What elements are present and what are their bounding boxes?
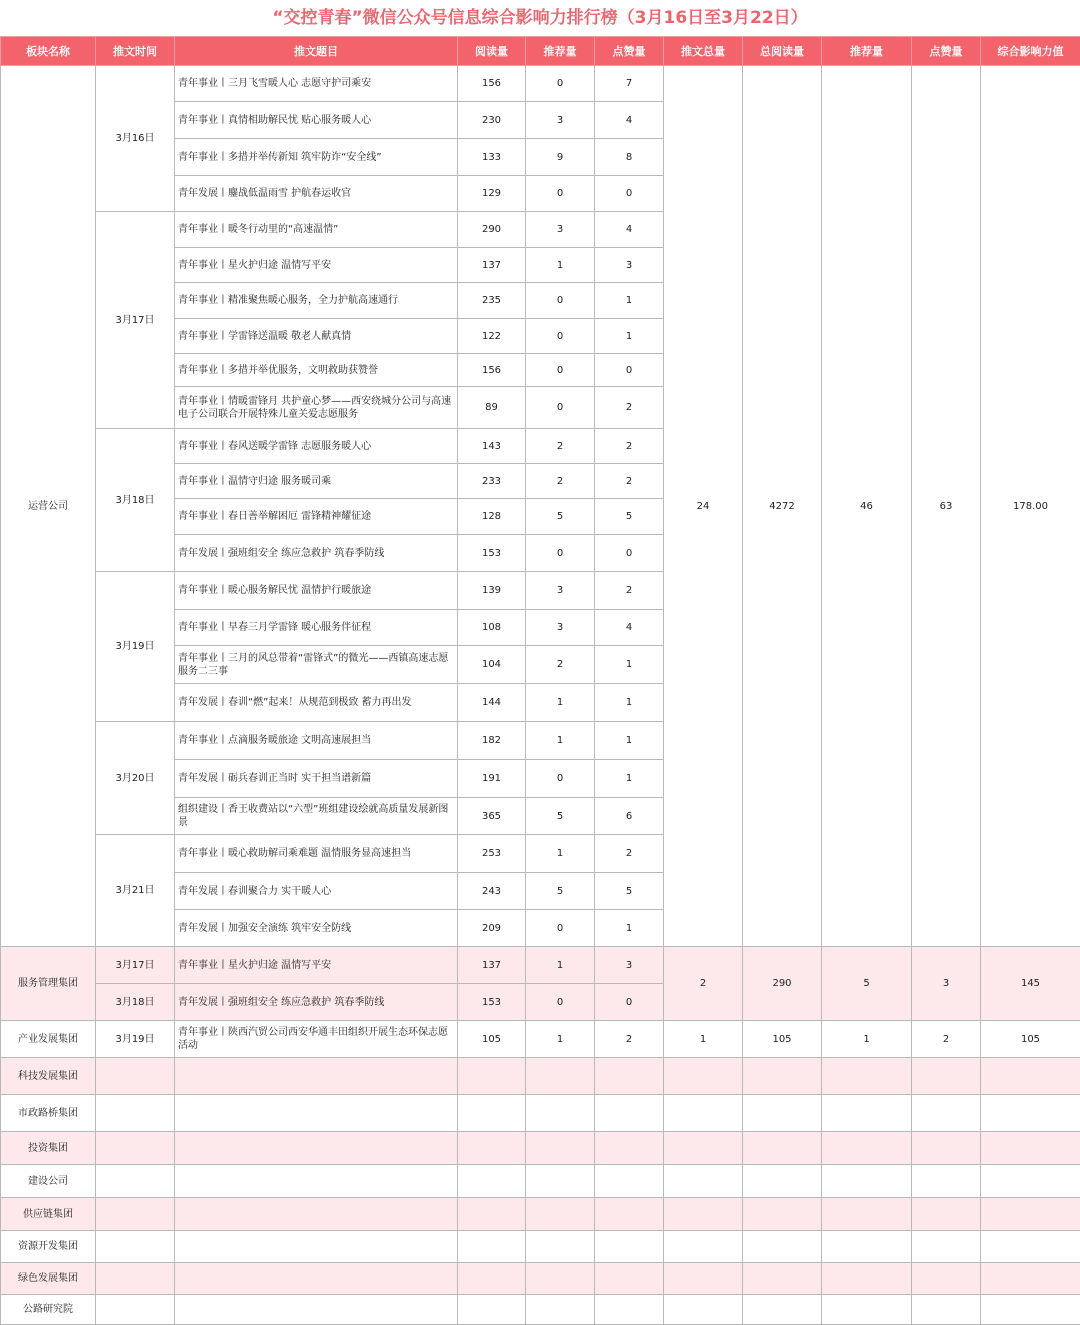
post-title: 青年事业丨学雷锋送温暖 敬老人献真情 xyxy=(175,319,458,354)
recommend-count: 1 xyxy=(526,722,595,760)
post-title: 青年事业丨暖心服务解民忧 温情护行暖旅途 xyxy=(175,572,458,610)
empty-cell xyxy=(458,1295,526,1325)
like-count: 6 xyxy=(595,798,664,835)
post-date xyxy=(96,1132,175,1165)
post-title: 青年事业丨暖冬行动里的“高速温情” xyxy=(175,212,458,248)
read-count: 233 xyxy=(458,464,526,499)
read-count: 108 xyxy=(458,610,526,646)
recommend-count: 3 xyxy=(526,572,595,610)
empty-cell xyxy=(664,1132,743,1165)
empty-cell xyxy=(175,1165,458,1198)
empty-cell xyxy=(743,1058,822,1095)
empty-cell xyxy=(595,1231,664,1263)
empty-cell xyxy=(664,1263,743,1295)
read-count: 191 xyxy=(458,760,526,798)
post-title: 组织建设丨香王收费站以“六型”班组建设绘就高质量发展新图景 xyxy=(175,798,458,835)
post-title: 青年事业丨精准聚焦暖心服务，全力护航高速通行 xyxy=(175,283,458,319)
table-row xyxy=(1,1058,1080,1095)
recommend-count: 1 xyxy=(526,248,595,283)
post-date xyxy=(96,1231,175,1263)
empty-cell xyxy=(981,1165,1080,1198)
page-title: “交控青春”微信公众号信息综合影响力排行榜（3月16日至3月22日） xyxy=(0,0,1080,36)
post-date: 3月18日 xyxy=(96,984,175,1021)
recommend-count: 5 xyxy=(526,499,595,535)
post-title: 青年事业丨温情守归途 服务暖司乘 xyxy=(175,464,458,499)
read-count: 89 xyxy=(458,387,526,429)
total-likes: 2 xyxy=(912,1021,981,1058)
recommend-count: 0 xyxy=(526,535,595,572)
section-name: 公路研究院 xyxy=(1,1295,96,1325)
empty-cell xyxy=(595,1058,664,1095)
post-date: 3月17日 xyxy=(96,212,175,429)
empty-cell xyxy=(526,1132,595,1165)
post-title: 青年事业丨三月飞雪暖人心 志愿守护司乘安 xyxy=(175,66,458,102)
empty-cell xyxy=(458,1231,526,1263)
total-recommends: 46 xyxy=(822,66,912,947)
empty-cell xyxy=(822,1165,912,1198)
empty-cell xyxy=(822,1263,912,1295)
recommend-count: 3 xyxy=(526,212,595,248)
column-header: 阅读量 xyxy=(458,37,526,66)
total-recommends: 1 xyxy=(822,1021,912,1058)
like-count: 0 xyxy=(595,354,664,387)
empty-cell xyxy=(175,1095,458,1132)
total-posts: 1 xyxy=(664,1021,743,1058)
influence-value: 145 xyxy=(981,947,1080,1021)
post-title: 青年事业丨真情相助解民忧 贴心服务暖人心 xyxy=(175,102,458,139)
recommend-count: 0 xyxy=(526,387,595,429)
empty-cell xyxy=(822,1132,912,1165)
like-count: 5 xyxy=(595,873,664,910)
post-date: 3月16日 xyxy=(96,66,175,212)
like-count: 2 xyxy=(595,572,664,610)
post-title: 青年发展丨春训聚合力 实干暖人心 xyxy=(175,873,458,910)
recommend-count: 3 xyxy=(526,102,595,139)
influence-value: 105 xyxy=(981,1021,1080,1058)
like-count: 3 xyxy=(595,248,664,283)
recommend-count: 1 xyxy=(526,684,595,722)
table-row xyxy=(1,1263,1080,1295)
empty-cell xyxy=(526,1058,595,1095)
read-count: 104 xyxy=(458,646,526,684)
recommend-count: 0 xyxy=(526,910,595,947)
like-count: 4 xyxy=(595,610,664,646)
empty-cell xyxy=(912,1165,981,1198)
column-header: 点赞量 xyxy=(912,37,981,66)
post-date xyxy=(96,1058,175,1095)
table-row xyxy=(1,66,1080,102)
read-count: 137 xyxy=(458,947,526,984)
section-name: 资源开发集团 xyxy=(1,1231,96,1263)
empty-cell xyxy=(822,1295,912,1325)
total-reads: 290 xyxy=(743,947,822,1021)
empty-cell xyxy=(595,1132,664,1165)
empty-cell xyxy=(664,1231,743,1263)
empty-cell xyxy=(458,1095,526,1132)
empty-cell xyxy=(743,1095,822,1132)
like-count: 2 xyxy=(595,387,664,429)
section-name: 绿色发展集团 xyxy=(1,1263,96,1295)
post-title: 青年发展丨强班组安全 练应急救护 筑春季防线 xyxy=(175,535,458,572)
column-header: 板块名称 xyxy=(1,37,96,66)
empty-cell xyxy=(912,1132,981,1165)
read-count: 153 xyxy=(458,984,526,1021)
section-name: 产业发展集团 xyxy=(1,1021,96,1058)
column-header: 点赞量 xyxy=(595,37,664,66)
read-count: 137 xyxy=(458,248,526,283)
like-count: 0 xyxy=(595,535,664,572)
like-count: 4 xyxy=(595,102,664,139)
empty-cell xyxy=(526,1263,595,1295)
table-row xyxy=(1,947,1080,984)
like-count: 2 xyxy=(595,835,664,873)
post-title: 青年发展丨春训“燃”起来！从规范到极致 蓄力再出发 xyxy=(175,684,458,722)
ranking-table xyxy=(0,36,1080,1325)
post-date: 3月17日 xyxy=(96,947,175,984)
recommend-count: 0 xyxy=(526,66,595,102)
total-recommends: 5 xyxy=(822,947,912,1021)
empty-cell xyxy=(912,1095,981,1132)
read-count: 133 xyxy=(458,139,526,176)
empty-cell xyxy=(743,1263,822,1295)
empty-cell xyxy=(912,1295,981,1325)
column-header: 推文总量 xyxy=(664,37,743,66)
recommend-count: 1 xyxy=(526,835,595,873)
post-title: 青年事业丨三月的风总带着“雷锋式”的微光——西镇高速志愿服务二三事 xyxy=(175,646,458,684)
post-title: 青年事业丨春日善举解困厄 雷锋精神耀征途 xyxy=(175,499,458,535)
total-posts: 24 xyxy=(664,66,743,947)
empty-cell xyxy=(458,1165,526,1198)
like-count: 1 xyxy=(595,646,664,684)
recommend-count: 9 xyxy=(526,139,595,176)
empty-cell xyxy=(912,1263,981,1295)
total-reads: 105 xyxy=(743,1021,822,1058)
table-row xyxy=(1,1295,1080,1325)
like-count: 1 xyxy=(595,319,664,354)
post-date: 3月18日 xyxy=(96,429,175,572)
post-title: 青年事业丨多措并举传新知 筑牢防诈“安全线” xyxy=(175,139,458,176)
table-row xyxy=(1,1165,1080,1198)
influence-value: 178.00 xyxy=(981,66,1080,947)
column-header: 推荐量 xyxy=(822,37,912,66)
post-title: 青年事业丨早春三月学雷锋 暖心服务伴征程 xyxy=(175,610,458,646)
empty-cell xyxy=(458,1263,526,1295)
total-reads: 4272 xyxy=(743,66,822,947)
recommend-count: 0 xyxy=(526,354,595,387)
like-count: 1 xyxy=(595,283,664,319)
total-posts: 2 xyxy=(664,947,743,1021)
like-count: 3 xyxy=(595,947,664,984)
empty-cell xyxy=(981,1295,1080,1325)
post-title: 青年事业丨情暖雷锋月 共护童心梦——西安绕城分公司与高速电子公司联合开展特殊儿童关爱志愿服务 xyxy=(175,387,458,429)
recommend-count: 5 xyxy=(526,873,595,910)
table-row xyxy=(1,1095,1080,1132)
like-count: 1 xyxy=(595,684,664,722)
like-count: 5 xyxy=(595,499,664,535)
post-date xyxy=(96,1095,175,1132)
empty-cell xyxy=(664,1198,743,1231)
empty-cell xyxy=(981,1198,1080,1231)
post-title: 青年发展丨强班组安全 练应急救护 筑春季防线 xyxy=(175,984,458,1021)
read-count: 144 xyxy=(458,684,526,722)
empty-cell xyxy=(981,1231,1080,1263)
recommend-count: 0 xyxy=(526,760,595,798)
table-row xyxy=(1,1021,1080,1058)
empty-cell xyxy=(743,1295,822,1325)
empty-cell xyxy=(743,1132,822,1165)
post-title: 青年事业丨暖心救助解司乘难题 温情服务显高速担当 xyxy=(175,835,458,873)
recommend-count: 0 xyxy=(526,176,595,212)
post-title: 青年事业丨多措并举优服务，文明救助获赞誉 xyxy=(175,354,458,387)
like-count: 1 xyxy=(595,910,664,947)
post-title: 青年发展丨砺兵春训正当时 实干担当谱新篇 xyxy=(175,760,458,798)
read-count: 182 xyxy=(458,722,526,760)
empty-cell xyxy=(981,1058,1080,1095)
post-title: 青年发展丨加强安全演练 筑牢安全防线 xyxy=(175,910,458,947)
total-likes: 63 xyxy=(912,66,981,947)
read-count: 290 xyxy=(458,212,526,248)
read-count: 235 xyxy=(458,283,526,319)
empty-cell xyxy=(664,1165,743,1198)
like-count: 4 xyxy=(595,212,664,248)
read-count: 253 xyxy=(458,835,526,873)
section-name: 运营公司 xyxy=(1,66,96,947)
empty-cell xyxy=(912,1231,981,1263)
read-count: 129 xyxy=(458,176,526,212)
section-name: 建设公司 xyxy=(1,1165,96,1198)
empty-cell xyxy=(595,1095,664,1132)
recommend-count: 5 xyxy=(526,798,595,835)
like-count: 2 xyxy=(595,464,664,499)
table-row xyxy=(1,1198,1080,1231)
empty-cell xyxy=(458,1132,526,1165)
post-title: 青年事业丨春风送暖学雷锋 志愿服务暖人心 xyxy=(175,429,458,464)
like-count: 7 xyxy=(595,66,664,102)
post-date: 3月19日 xyxy=(96,1021,175,1058)
post-title: 青年事业丨星火护归途 温情写平安 xyxy=(175,248,458,283)
like-count: 2 xyxy=(595,429,664,464)
column-header: 推文题目 xyxy=(175,37,458,66)
read-count: 209 xyxy=(458,910,526,947)
recommend-count: 2 xyxy=(526,646,595,684)
empty-cell xyxy=(743,1165,822,1198)
column-header: 综合影响力值 xyxy=(981,37,1080,66)
column-header: 推文时间 xyxy=(96,37,175,66)
empty-cell xyxy=(664,1295,743,1325)
post-date xyxy=(96,1263,175,1295)
post-date: 3月21日 xyxy=(96,835,175,947)
read-count: 156 xyxy=(458,354,526,387)
empty-cell xyxy=(458,1058,526,1095)
read-count: 143 xyxy=(458,429,526,464)
empty-cell xyxy=(526,1165,595,1198)
recommend-count: 2 xyxy=(526,464,595,499)
empty-cell xyxy=(526,1198,595,1231)
empty-cell xyxy=(175,1198,458,1231)
recommend-count: 2 xyxy=(526,429,595,464)
post-title: 青年事业丨点滴服务暖旅途 文明高速展担当 xyxy=(175,722,458,760)
post-title: 青年事业丨陕西汽贸公司西安华通丰田组织开展生态环保志愿活动 xyxy=(175,1021,458,1058)
like-count: 2 xyxy=(595,1021,664,1058)
empty-cell xyxy=(526,1231,595,1263)
post-date: 3月20日 xyxy=(96,722,175,835)
empty-cell xyxy=(664,1095,743,1132)
section-name: 市政路桥集团 xyxy=(1,1095,96,1132)
post-date xyxy=(96,1198,175,1231)
empty-cell xyxy=(822,1231,912,1263)
read-count: 156 xyxy=(458,66,526,102)
empty-cell xyxy=(822,1058,912,1095)
empty-cell xyxy=(743,1198,822,1231)
section-name: 服务管理集团 xyxy=(1,947,96,1021)
recommend-count: 1 xyxy=(526,947,595,984)
read-count: 122 xyxy=(458,319,526,354)
empty-cell xyxy=(175,1132,458,1165)
empty-cell xyxy=(822,1095,912,1132)
recommend-count: 0 xyxy=(526,319,595,354)
empty-cell xyxy=(175,1295,458,1325)
post-date xyxy=(96,1295,175,1325)
column-header: 推荐量 xyxy=(526,37,595,66)
section-name: 科技发展集团 xyxy=(1,1058,96,1095)
total-likes: 3 xyxy=(912,947,981,1021)
post-title: 青年发展丨鏖战低温雨雪 护航春运收官 xyxy=(175,176,458,212)
empty-cell xyxy=(912,1198,981,1231)
section-name: 供应链集团 xyxy=(1,1198,96,1231)
table-row xyxy=(1,1231,1080,1263)
empty-cell xyxy=(526,1095,595,1132)
post-title: 青年事业丨星火护归途 温情写平安 xyxy=(175,947,458,984)
empty-cell xyxy=(743,1231,822,1263)
header-row xyxy=(1,37,1080,66)
recommend-count: 1 xyxy=(526,1021,595,1058)
read-count: 365 xyxy=(458,798,526,835)
empty-cell xyxy=(981,1095,1080,1132)
empty-cell xyxy=(175,1263,458,1295)
read-count: 105 xyxy=(458,1021,526,1058)
read-count: 230 xyxy=(458,102,526,139)
recommend-count: 3 xyxy=(526,610,595,646)
empty-cell xyxy=(822,1198,912,1231)
recommend-count: 0 xyxy=(526,984,595,1021)
read-count: 139 xyxy=(458,572,526,610)
like-count: 1 xyxy=(595,722,664,760)
empty-cell xyxy=(595,1295,664,1325)
empty-cell xyxy=(458,1198,526,1231)
empty-cell xyxy=(664,1058,743,1095)
empty-cell xyxy=(981,1132,1080,1165)
empty-cell xyxy=(595,1198,664,1231)
column-header: 总阅读量 xyxy=(743,37,822,66)
section-name: 投资集团 xyxy=(1,1132,96,1165)
empty-cell xyxy=(595,1165,664,1198)
recommend-count: 0 xyxy=(526,283,595,319)
read-count: 153 xyxy=(458,535,526,572)
like-count: 0 xyxy=(595,176,664,212)
empty-cell xyxy=(912,1058,981,1095)
table-row xyxy=(1,1132,1080,1165)
post-date xyxy=(96,1165,175,1198)
empty-cell xyxy=(175,1058,458,1095)
read-count: 128 xyxy=(458,499,526,535)
read-count: 243 xyxy=(458,873,526,910)
empty-cell xyxy=(595,1263,664,1295)
post-date: 3月19日 xyxy=(96,572,175,722)
like-count: 0 xyxy=(595,984,664,1021)
like-count: 8 xyxy=(595,139,664,176)
empty-cell xyxy=(526,1295,595,1325)
empty-cell xyxy=(175,1231,458,1263)
like-count: 1 xyxy=(595,760,664,798)
empty-cell xyxy=(981,1263,1080,1295)
